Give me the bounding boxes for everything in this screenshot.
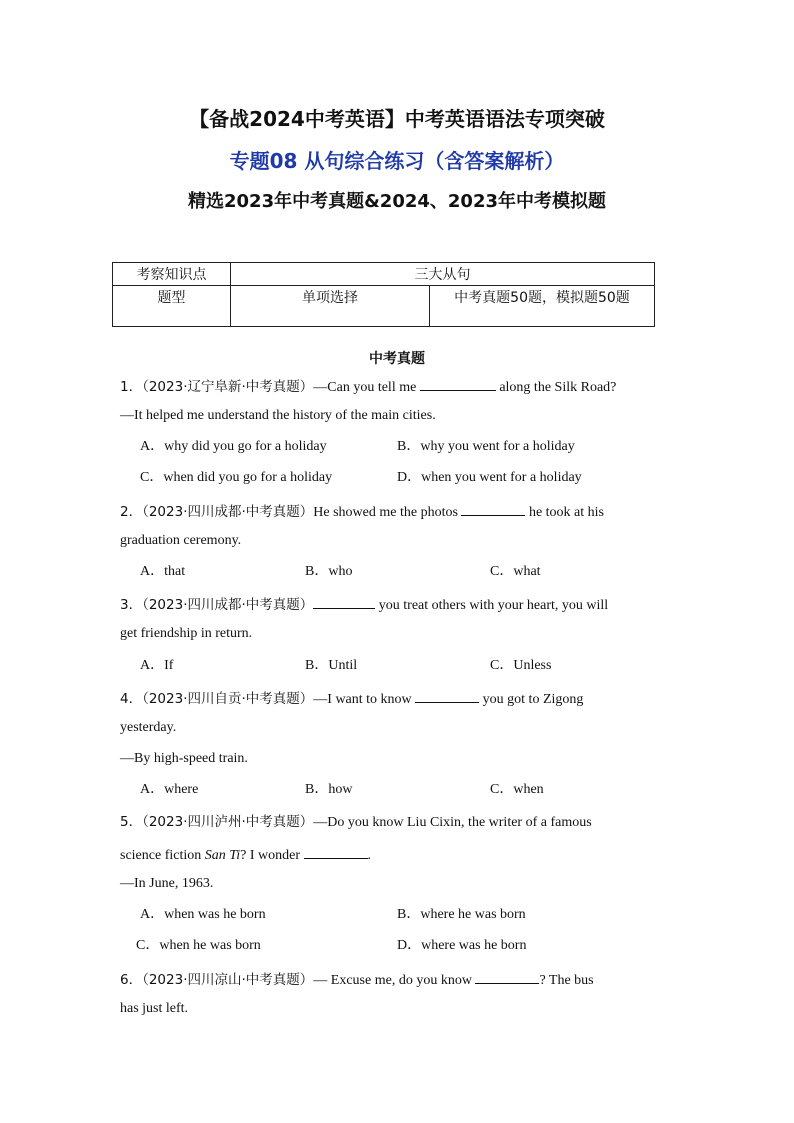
question-6-text-a: — Excuse me, do you know — [313, 973, 476, 988]
question-5-continued — [120, 844, 672, 865]
question-1-text-b: along the Silk Road? — [495, 380, 617, 395]
question-2-source: 2．（2023·四川成都·中考真题） — [120, 504, 314, 520]
answer-blank — [420, 376, 496, 391]
question-3-option-a[interactable]: A．If — [140, 658, 174, 673]
question-4-option-b[interactable]: B．how — [305, 782, 353, 797]
info-value-type: 单项选择 — [231, 286, 430, 327]
question-5-line2-b: ? I wonder — [240, 848, 304, 863]
question-5-option-a[interactable]: A．when was he born — [140, 907, 266, 922]
question-5-line2-c: . — [367, 848, 372, 863]
answer-blank — [313, 594, 375, 609]
question-1-reply: —It helped me understand the history of the main cities. — [120, 408, 436, 423]
info-value-count: 中考真题50题，模拟题50题 — [430, 286, 655, 327]
question-5-option-c[interactable]: C．when he was born — [136, 938, 261, 953]
question-4-option-c[interactable]: C．when — [490, 782, 544, 797]
question-4-text-b: you got to Zigong — [479, 692, 584, 707]
question-2-continued: graduation ceremony. — [120, 533, 242, 548]
question-1-text-a: —Can you tell me — [313, 380, 420, 395]
question-2-option-c[interactable]: C．what — [490, 564, 541, 579]
question-2-option-b[interactable]: B．who — [305, 564, 353, 579]
book-title: San Ti — [204, 848, 241, 863]
question-2-text-b: he took at his — [525, 505, 604, 520]
question-1-source: 1．（2023·辽宁阜新·中考真题） — [120, 379, 314, 395]
question-6-continued: has just left. — [120, 1001, 189, 1016]
answer-blank — [304, 844, 368, 859]
info-row-knowledge — [113, 263, 655, 286]
question-4-continued: yesterday. — [120, 720, 177, 735]
document-source-line: 精选2023年中考真题&2024、2023年中考模拟题 — [188, 191, 606, 212]
question-3-option-b[interactable]: B．Until — [305, 658, 358, 673]
question-3-text-b: you treat others with your heart, you will — [375, 598, 609, 613]
question-5 — [120, 813, 672, 832]
question-1-option-c[interactable]: C．when did you go for a holiday — [140, 470, 333, 485]
question-3-option-c[interactable]: C．Unless — [490, 658, 552, 673]
question-4-option-a[interactable]: A．where — [140, 782, 199, 797]
info-table — [112, 262, 655, 327]
info-row-type — [113, 286, 655, 327]
question-6-text-b: ? The bus — [539, 973, 594, 988]
answer-blank — [415, 688, 479, 703]
question-6-source: 6．（2023·四川凉山·中考真题） — [120, 972, 314, 988]
question-2 — [120, 501, 672, 522]
answer-blank — [475, 969, 539, 984]
question-5-option-d[interactable]: D．where was he born — [397, 938, 527, 953]
question-5-text-a: —Do you know Liu Cixin, the writer of a famous — [313, 815, 592, 830]
question-6 — [120, 969, 672, 990]
question-2-option-a[interactable]: A．that — [140, 564, 186, 579]
document-subtitle: 专题08 从句综合练习（含答案解析） — [229, 149, 565, 173]
question-5-source: 5．（2023·四川泸州·中考真题） — [120, 814, 314, 830]
question-4-reply: —By high-speed train. — [120, 751, 248, 766]
question-1-option-a[interactable]: A．why did you go for a holiday — [140, 439, 327, 454]
document-title: 【备战2024中考英语】中考英语语法专项突破 — [189, 107, 605, 131]
question-3-source: 3．（2023·四川成都·中考真题） — [120, 597, 314, 613]
answer-blank — [461, 501, 525, 516]
question-1 — [120, 376, 672, 397]
question-5-reply: —In June, 1963. — [120, 876, 214, 891]
section-title: 中考真题 — [369, 351, 425, 367]
question-4-source: 4．（2023·四川自贡·中考真题） — [120, 691, 314, 707]
question-5-line2-a: science fiction — [120, 848, 205, 863]
info-label-type: 题型 — [113, 286, 231, 327]
question-4 — [120, 688, 672, 709]
info-label-knowledge: 考察知识点 — [113, 263, 231, 286]
question-2-text-a: He showed me the photos — [313, 505, 462, 520]
question-3-continued: get friendship in return. — [120, 626, 253, 641]
question-5-option-b[interactable]: B．where he was born — [397, 907, 526, 922]
question-1-option-b[interactable]: B．why you went for a holiday — [397, 439, 575, 454]
question-3 — [120, 594, 672, 615]
info-value-knowledge: 三大从句 — [231, 263, 655, 286]
question-4-text-a: —I want to know — [313, 692, 416, 707]
question-1-option-d[interactable]: D．when you went for a holiday — [397, 470, 582, 485]
